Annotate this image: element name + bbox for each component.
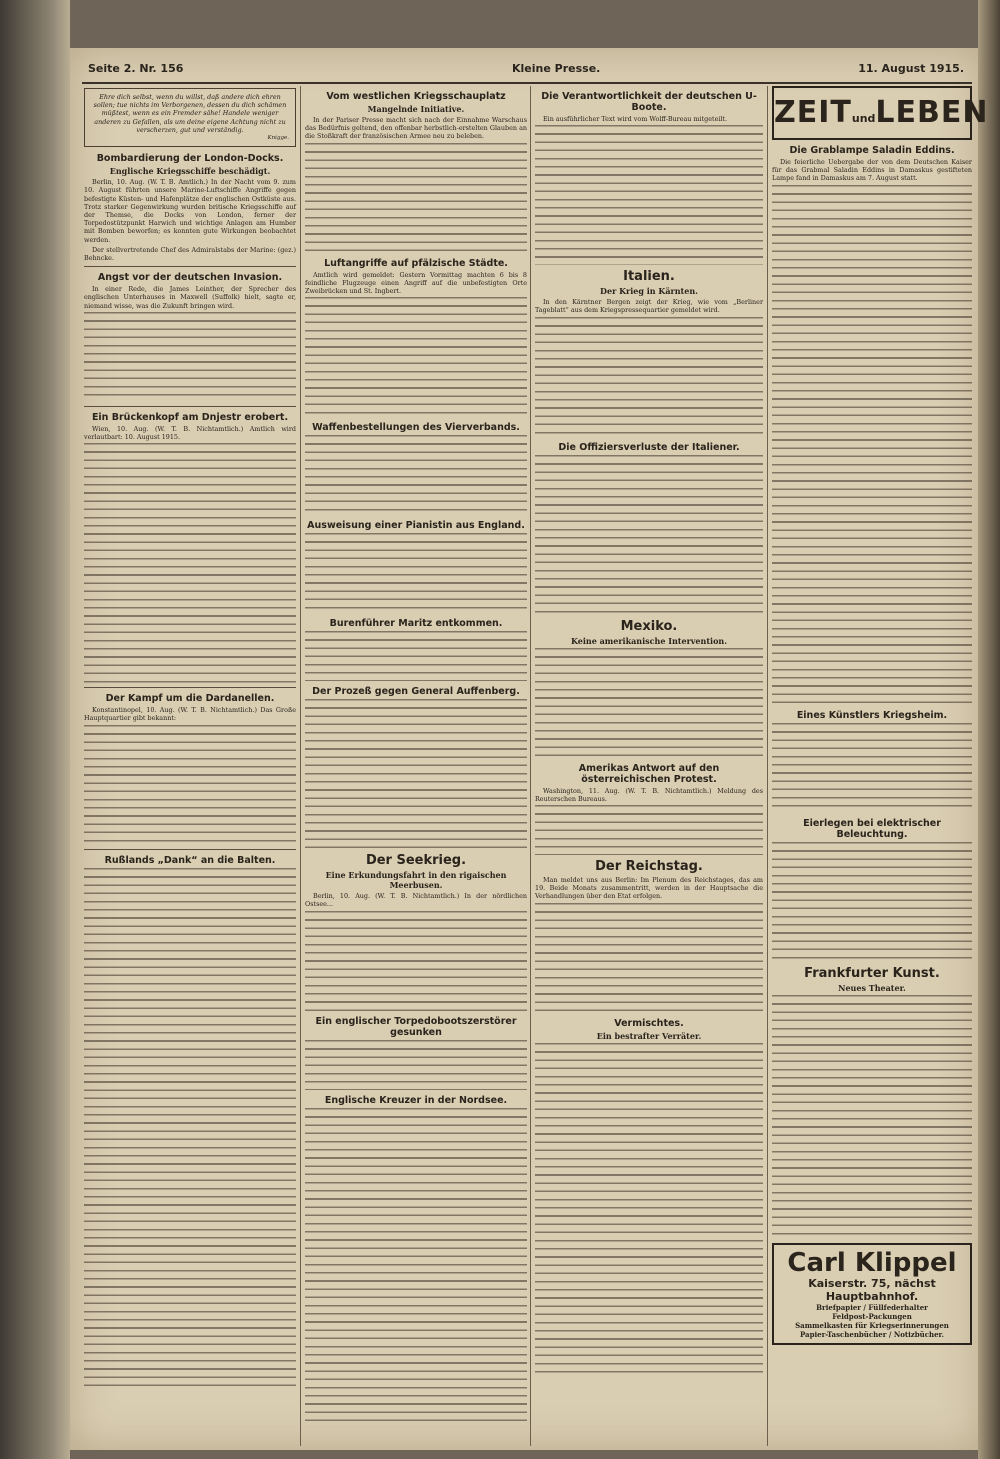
text-lines [305, 911, 527, 1011]
article-heading: Ein englischer Torpedobootszerstörer gesunken [315, 1015, 517, 1038]
article-text: Amtlich wird gemeldet: Gestern Vormittag machten 6 bis 8 feindliche Flugzeuge einen Angriff auf die unbefestigten Orte Zweibrücken und St. Ingbert. [305, 270, 527, 296]
text-lines [305, 699, 527, 849]
article-heading: Ausweisung einer Pianistin aus England. [307, 520, 525, 532]
section-banner [772, 86, 989, 140]
text-lines [84, 312, 296, 402]
page-number: Seite 2. Nr. 156 [88, 62, 184, 75]
divider [84, 406, 296, 407]
article-heading: Ein Brückenkopf am Dnjestr erobert. [91, 411, 289, 423]
article-heading: Der Reichstag. [595, 859, 703, 875]
text-lines [772, 995, 972, 1235]
text-lines [535, 317, 763, 437]
article-heading: Eines Künstlers Kriegsheim. [796, 709, 948, 721]
divider [84, 687, 296, 688]
column-rule [767, 86, 768, 1446]
text-lines [772, 185, 972, 705]
article-heading: Mexiko. [620, 618, 678, 634]
article-text: Man meldet uns aus Berlin: Im Plenum des Reichstages, das am 19. Beide Monats zusammentritt, werden in der Hauptsache die Verhandlungen über den Etat erfolgen. [535, 876, 763, 901]
article-text: Ein ausführlicher Text wird vom Wolff-Bureau mitgeteilt. [543, 115, 728, 123]
article-text: In den Kärntner Bergen zeigt der Krieg, wie vom „Berliner Tageblatt“ aus dem Kriegspressequartier gemeldet wird. [535, 298, 763, 315]
ad-line: Sammelkasten für Kriegserinnerungen [795, 1320, 949, 1330]
article-text: Die feierliche Uebergabe der von dem Deutschen Kaiser für das Grabmal Saladin Eddins in Damaskus gestifteten Lampe fand in Damaskus am 7. August statt. [772, 158, 972, 183]
article-text: Berlin, 10. Aug. (W. T. B. Nichtamtlich.) In der nördlichen Ostsee... [305, 892, 527, 909]
text-lines [84, 443, 296, 683]
text-lines [305, 143, 527, 253]
article-heading: Der Prozeß gegen General Auffenberg. [312, 686, 520, 698]
text-lines [772, 723, 972, 813]
article-text: In einer Rede, die James Leinther, der Sprecher des englischen Unterhauses in Maxwell (Suffolk) hielt, sagte er, niemand wisse, was die Zukunft bringen wird. [84, 285, 296, 310]
column-2 [305, 86, 527, 1446]
article-heading: Italien. [623, 269, 675, 285]
article-subheading: Eine Erkundungsfahrt in den rigaischen Meerbusen. [325, 870, 507, 891]
article-heading: Vermischtes. [614, 1017, 684, 1029]
text-lines [535, 455, 763, 615]
article-subheading: Der Krieg in Kärnten. [600, 286, 698, 297]
article-signature: Der stellvertretende Chef des Admiralstabs der Marine: (gez.) Behncke. [84, 245, 296, 263]
article-heading: Der Kampf um die Dardanellen. [105, 693, 275, 705]
text-lines [535, 125, 763, 265]
motto-signature: Knigge. [267, 135, 289, 142]
column-4 [772, 86, 989, 1446]
article-text: Konstantinopel, 10. Aug. (W. T. B. Nichtamtlich.) Das Große Hauptquartier gibt bekannt: [84, 706, 296, 723]
article-subheading: Ein bestrafter Verräter. [596, 1030, 702, 1041]
article-heading: Luftangriffe auf pfälzische Städte. [324, 257, 508, 269]
text-lines [305, 533, 527, 613]
banner-word: LEBEN [875, 95, 989, 130]
text-lines [305, 1040, 527, 1090]
article-heading: Angst vor der deutschen Invasion. [97, 272, 283, 284]
article-heading: Vom westlichen Kriegsschauplatz [326, 91, 506, 102]
ad-company-name: Carl Klippel [787, 1247, 957, 1278]
article-heading: Bombardierung der London-Docks. [96, 153, 284, 165]
article-text: In der Pariser Presse macht sich nach der Einnahme Warschaus das Bedürfnis geltend, den offenbar herbstlich-erstelten Glauben an die Stoßkraft der französischen Armee neu zu beleben. [305, 116, 527, 141]
article-text: Berlin, 10. Aug. (W. T. B. Amtlich.) In der Nacht vom 9. zum 10. August führten unsere Marine-Luftschiffe Angriffe gegen befestigte Küsten- und Hafenplätze der englischen Ostküste aus. Trotz starker Gegenwirkung wurden britische Kriegsschiffe auf der Themse, die Docks von London, ferner der Torpedostützpunkt Harwich und wichtige Anlagen am Humber mit Bomben beworfen; es konnten gute Wirkungen beobachtet werden. [84, 178, 296, 244]
text-lines [84, 868, 296, 1388]
ad-line: Feldpost-Packungen [832, 1311, 912, 1321]
article-heading: Eierlegen bei elektrischer Beleuchtung. [803, 817, 941, 840]
article-heading: Waffenbestellungen des Vierverbands. [312, 422, 520, 434]
ad-line: Papier-Taschenbücher / Notizbücher. [799, 1329, 945, 1339]
article-heading: Rußlands „Dank“ an die Balten. [104, 854, 276, 866]
issue-date: 11. August 1915. [858, 62, 964, 75]
book-gutter-shadow [0, 0, 70, 1459]
article-text: Washington, 11. Aug. (W. T. B. Nichtamtlich.) Meldung des Reuterschen Bureaus. [535, 786, 763, 803]
article-heading: Die Grablampe Saladin Eddins. [789, 145, 955, 156]
article-heading: Der Seekrieg. [365, 853, 467, 869]
article-subheading: Keine amerikanische Intervention. [570, 635, 728, 646]
motto-text: Ehre dich selbst, wenn du willst, daß andere dich ehren sollen; tue nichts im Verborgenen, dessen du dich schämen müßtest, wenn es ein Fremder sähe! Handele weniger anderen zu Gefallen, als um deine eigene Achtung nicht zu verscherzen, gut und verständig. [93, 93, 287, 134]
text-lines [84, 725, 296, 845]
divider [84, 849, 296, 850]
article-heading: Englische Kreuzer in der Nordsee. [324, 1094, 508, 1106]
article-heading: Die Offiziersverluste der Italiener. [558, 441, 740, 453]
text-lines [305, 435, 527, 515]
divider [84, 266, 296, 267]
ad-address: Kaiserstr. 75, nächst Hauptbahnhof. [808, 1276, 936, 1303]
text-lines [305, 1108, 527, 1428]
banner-word: und [851, 112, 876, 125]
text-lines [305, 297, 527, 417]
text-lines [535, 1043, 763, 1373]
article-heading: Frankfurter Kunst. [804, 965, 940, 981]
column-1 [84, 86, 296, 1446]
text-lines [535, 648, 763, 758]
article-subheading: Mangelnde Initiative. [367, 104, 465, 114]
text-lines [535, 805, 763, 855]
column-rule [530, 86, 531, 1446]
page-edge-shadow [978, 0, 1000, 1459]
article-heading: Burenführer Maritz entkommen. [329, 618, 503, 630]
column-rule [300, 86, 301, 1446]
article-heading: Amerikas Antwort auf den österreichischen Protest. [578, 762, 720, 785]
advertisement [772, 1243, 972, 1345]
banner-word: ZEIT [774, 95, 852, 130]
article-subheading: Englische Kriegsschiffe beschädigt. [109, 166, 271, 177]
text-lines [305, 631, 527, 681]
text-lines [535, 903, 763, 1013]
article-subheading: Neues Theater. [838, 982, 906, 993]
page-header [82, 58, 972, 84]
article-text: Wien, 10. Aug. (W. T. B. Nichtamtlich.) Amtlich wird verlautbart: 10. August 1915. [84, 424, 296, 442]
article-heading: Die Verantwortlichkeit der deutschen U-Boote. [541, 91, 757, 113]
ad-line: Briefpapier / Füllfederhalter [816, 1302, 928, 1312]
text-lines [772, 842, 972, 962]
motto-box [84, 88, 296, 147]
column-3 [535, 86, 763, 1446]
masthead-title: Kleine Presse. [512, 62, 601, 75]
